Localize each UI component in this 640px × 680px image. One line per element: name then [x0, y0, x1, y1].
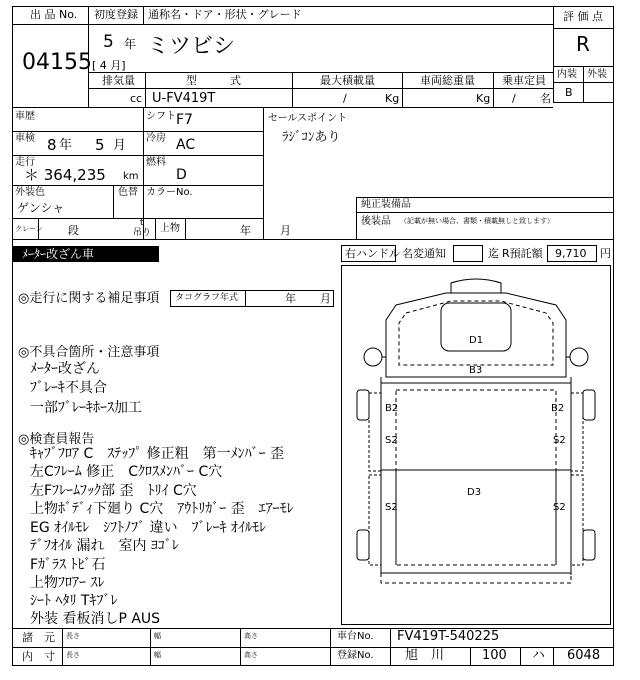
mileage-value: ＊ 364,235: [24, 166, 106, 184]
divider: [553, 82, 614, 83]
aftermarket-label: 後装品: [361, 216, 391, 227]
reg-label: 初度登録: [94, 8, 138, 21]
max-load-sep: /: [343, 92, 347, 105]
plate-region: 旭 川: [405, 648, 445, 663]
inspection-month-unit: 月: [113, 138, 127, 153]
body-outline: [381, 383, 571, 573]
divider: [553, 647, 554, 666]
divider: [12, 647, 614, 648]
inspection-year: 8: [47, 136, 57, 154]
tail: [381, 573, 571, 583]
wheel-rear-left: [357, 530, 369, 560]
side-panel-left: [369, 393, 381, 471]
sales-label: セールスポイント: [268, 113, 348, 124]
name-change-label: 名変通知: [402, 247, 446, 260]
divider: [402, 72, 403, 107]
topcrane-month: 月: [280, 224, 291, 237]
sales-text: ﾗｼﾞｺﾝあり: [282, 130, 341, 145]
cab-inner: [399, 301, 553, 365]
wheel-rear-right: [583, 530, 595, 560]
divider: [292, 72, 293, 107]
rhd-label: 右ハンドル: [345, 247, 400, 260]
rating-label: 評 価 点: [563, 10, 603, 23]
grille: [451, 279, 501, 293]
height-label: 高さ: [244, 632, 258, 640]
recycle-label: R預託額: [502, 247, 543, 260]
divider: [113, 185, 114, 218]
divider: [240, 628, 241, 666]
inspector-item: ｼｰﾄ ﾍﾀﾘ Tｷﾌﾞﾚ: [30, 593, 118, 609]
ext-color-value: ゲンシャ: [17, 201, 65, 215]
capacity-sep: /: [512, 92, 516, 105]
fuel-label: 燃料: [146, 157, 166, 168]
lot-label: 出 品 No.: [30, 8, 78, 21]
max-load-unit: Kg: [385, 92, 400, 105]
color-code-label: カラーNo.: [146, 187, 193, 198]
damage-mark: S2: [553, 435, 566, 446]
tacho-year: 年: [285, 292, 296, 305]
plate-class: 100: [482, 648, 507, 663]
damage-mark: B2: [551, 403, 565, 414]
width-label: 幅: [154, 632, 161, 640]
gross-weight-label: 車両総重量: [420, 74, 475, 87]
shift-label: シフト: [146, 111, 176, 122]
damage-mark: B3: [469, 365, 483, 376]
crane-hoist: 吊り: [133, 228, 152, 238]
inspector-item: ﾃﾞﾌｵｲﾙ 漏れ 室内 ﾖｺﾞﾚ: [30, 538, 179, 554]
divider: [143, 6, 144, 24]
inspector-item: 上物ﾎﾞﾃﾞｨ下廻り C穴 ｱｳﾄﾘｶﾞｰ 歪 ｴｱｰﾓﾚ: [30, 501, 294, 517]
displacement-unit: cc: [130, 92, 143, 105]
body-inner: [396, 390, 556, 565]
type-label: 型 式: [186, 74, 241, 87]
side-panel-right: [571, 393, 583, 471]
topcrane-year: 年: [240, 224, 251, 237]
gross-weight-unit: Kg: [476, 92, 491, 105]
inspector-item: Fｶﾞﾗｽ ﾄﾋﾞ石: [30, 557, 106, 573]
divider: [145, 72, 146, 107]
mileage-label: 走行: [15, 157, 35, 168]
capacity-unit: 名: [540, 92, 551, 105]
mileage-unit: km: [123, 171, 139, 182]
divider: [583, 66, 584, 102]
inspector-title: ◎検査員報告: [18, 432, 95, 447]
crane-t: t: [140, 218, 144, 228]
frame-rails: [381, 377, 571, 575]
divider: [390, 628, 391, 666]
divider: [88, 72, 553, 73]
reg-year-value: 5: [103, 32, 114, 52]
divider: [12, 24, 553, 25]
divider: [62, 628, 63, 666]
inspector-item: 上物ﾌﾛｱｰ ｽﾚ: [30, 575, 105, 591]
defect-item: ﾌﾞﾚｰｷ不具合: [30, 380, 107, 396]
divider: [245, 290, 246, 307]
genuine-label: 純正装備品: [361, 199, 411, 210]
crane-label: クレーン: [15, 225, 43, 233]
inspector-item: 外装 看板消しP AUS: [30, 611, 161, 627]
length-label: 長さ: [66, 651, 80, 659]
width-label: 幅: [154, 651, 161, 659]
side-panel-left: [369, 475, 381, 565]
inspector-item: 左Fﾌﾚｰﾑﾌｯｸ部 歪 ﾄﾘｲ C穴: [30, 483, 197, 499]
height-label: 高さ: [244, 651, 258, 659]
shift-value: F7: [176, 112, 193, 128]
plate-label: 登録No.: [337, 650, 374, 661]
divider: [356, 197, 357, 239]
divider: [12, 155, 263, 156]
chassis-value: FV419T-540225: [397, 629, 500, 644]
car-name: ミツビシ: [147, 34, 236, 59]
interior-label: 内装: [557, 69, 577, 80]
lot-number: 04155: [22, 50, 92, 75]
mirror-right: [570, 348, 588, 366]
divider: [263, 239, 614, 240]
reg-month-value: [ 4 月]: [92, 59, 126, 72]
inspector-item: 左Cﾌﾚｰﾑ 修正 Cｸﾛｽﾒﾝﾊﾞｰ C穴: [30, 464, 223, 480]
wheel-front-right: [583, 390, 595, 420]
damage-mark: S2: [553, 502, 566, 513]
aftermarket-note: （記載が無い場合、書類・積載無しと致します）: [400, 217, 554, 225]
deadline-label: 迄: [488, 247, 499, 260]
color-no-label: 色替: [118, 187, 138, 198]
inspection-month: 5: [95, 136, 105, 154]
damage-mark: B2: [385, 403, 399, 414]
defect-item: 一部ﾌﾞﾚｰｷﾎｰｽ加工: [30, 400, 142, 416]
type-value: U-FV419T: [152, 91, 216, 106]
max-load-label: 最大積載量: [320, 74, 375, 87]
side-panel-right: [571, 475, 583, 565]
recycle-value: 9,710: [555, 247, 587, 260]
ac-value: AC: [176, 137, 196, 153]
divider: [12, 218, 263, 219]
damage-mark: S2: [385, 502, 398, 513]
divider: [553, 28, 614, 29]
capacity-label: 乗車定員: [502, 74, 546, 87]
plate-kana: ハ: [532, 648, 546, 663]
divider: [150, 628, 151, 666]
damage-mark: S2: [385, 435, 398, 446]
name-change-box: [453, 245, 483, 262]
chassis-label: 車台No.: [337, 631, 374, 642]
divider: [330, 628, 331, 666]
specs-label: 諸 元: [22, 631, 55, 644]
crane-stage: 段: [68, 224, 79, 237]
tacho-month: 月: [320, 292, 331, 305]
ac-label: 冷房: [146, 133, 166, 144]
divider: [263, 107, 264, 239]
inspection-label: 車検: [15, 133, 35, 144]
divider: [12, 107, 553, 108]
divider: [356, 197, 614, 198]
divider: [470, 647, 471, 666]
wheel-front-left: [357, 390, 369, 420]
history-label: 車歴: [15, 111, 35, 122]
mirror-left: [364, 348, 382, 366]
tampered-badge-text: ﾒｰﾀｰ改ざん車: [22, 247, 95, 261]
damage-mark: D1: [469, 335, 484, 346]
divider: [553, 6, 554, 102]
divider: [155, 218, 156, 239]
divider: [356, 212, 614, 213]
displacement-label: 排気量: [102, 74, 135, 87]
inspection-year-unit: 年: [59, 138, 73, 153]
exterior-label: 外装: [587, 69, 607, 80]
divider: [12, 131, 143, 132]
interior-value: B: [565, 86, 573, 99]
divider: [185, 218, 186, 239]
divider: [493, 72, 494, 107]
rating-value: R: [576, 32, 590, 56]
length-label: 長さ: [66, 632, 80, 640]
dims-label: 内 寸: [22, 650, 55, 663]
divider: [553, 102, 614, 103]
divider: [88, 88, 553, 89]
divider: [520, 647, 521, 666]
topcrane-label: 上物: [160, 223, 180, 234]
divider: [143, 131, 263, 132]
running-title: ◎走行に関する補足事項: [18, 291, 160, 306]
defects-title: ◎不具合箇所・注意事項: [18, 345, 160, 360]
defect-item: ﾒｰﾀｰ改ざん: [30, 361, 100, 377]
tacho-label: タコグラフ年式: [175, 293, 239, 303]
divider: [12, 628, 614, 629]
inspector-item: EG ｵｲﾙﾓﾚ ｼﾌﾄﾉﾌﾞ 違い ﾌﾞﾚｰｷ ｵｲﾙﾓﾚ: [30, 520, 267, 536]
reg-year-unit: 年: [124, 37, 137, 51]
divider: [12, 185, 263, 186]
truck-diagram: [341, 265, 611, 625]
damage-mark: D3: [467, 487, 482, 498]
model-label: 通称名・ドア・形状・グレード: [148, 8, 302, 21]
fuel-value: D: [176, 167, 187, 183]
recycle-unit: 円: [600, 247, 611, 260]
ext-color-label: 外装色: [15, 187, 45, 198]
plate-number: 6048: [567, 648, 601, 663]
inspector-item: ｷｬﾌﾞﾌﾛｱ C ｽﾃｯﾌﾟ 修正粗 第一ﾒﾝﾊﾞｰ 歪: [30, 446, 285, 462]
